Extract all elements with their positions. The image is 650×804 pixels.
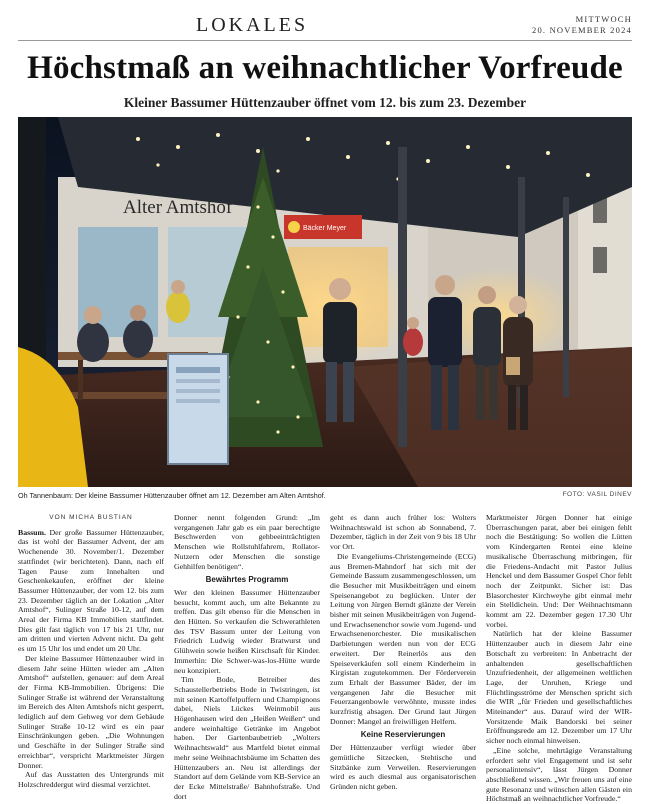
sign-alter-amtshof: Alter Amtshof (123, 197, 233, 218)
market-scene-illustration (18, 117, 632, 487)
paragraph: geht es dann auch früher los: Wolters Weihnachtswald ist schon ab Sonnabend, 7. Dezember, täglich in der Zeit von 9 bis 18 Uhr vor Ort. (330, 513, 476, 552)
section-title: LOKALES (196, 14, 309, 36)
paragraph: Die Evangeliums-Christengemeinde (ECG) aus Bremen-Mahndorf hat sich mit der Gemeinde Bassum zusammengeschlossen, um die Besucher mit Musikbeiträgen und einem Speisenangebot zu beglücken. Unter der Leitung von Jürgen Berndt glänzte der Verein bisher mit seinen Musikbeiträgen von Jugend- und Erwachsenenchor sowie vom Jugend- und Erwachsenenorchester. Die musikalischen Darbietungen werden nun von der ECG erweitert. Der Reinerlös aus den Speiseverkäufen soll einem Kinderheim in Kirgistan zugutekommen. Der Förderverein zum Erhalt der Bassumer Bäder, der im vergangenen Jahr die Besucher mit Feuerzangenbowle verwöhnte, musste indes kurzfristig absagen. Der Grund laut Jürgen Donner: Mangel an freiwilligen Helfern. (330, 551, 476, 726)
subheadline: Kleiner Bassumer Hüttenzauber öffnet vom 12. bis zum 23. Dezember (123, 95, 527, 110)
column-2 (174, 513, 320, 801)
dateline: Bassum. (18, 527, 46, 537)
bakery-sign-label: Bäcker Meyer (303, 225, 347, 232)
article-photo (18, 117, 632, 487)
issue-date (532, 14, 632, 36)
paragraph: „Eine solche, mehrtägige Veranstaltung erfordert sehr viel Engagement und ist sehr personalintensiv“, lässt Jürgen Donner abschließend wissen. „Wir freuen uns auf eine gute Resonanz und wünschen allen Gästen ein Höchstmaß an weihnachtlicher Vorfreude.“ (486, 745, 632, 804)
paragraph: Donner nennt folgenden Grund: „Im vergangenen Jahr gab es ein paar berechtigte Beschwerden von gehbeeinträchtigten Menschen wie Rollstuhlfahrern, Rollator-Nutzern oder Menschen die sonstige Gehhilfen benötigen“. (174, 513, 320, 571)
paragraph: Natürlich hat der kleine Bassumer Hüttenzauber auch in diesem Jahr eine Botschaft zu verbreiten: In Anbetracht der anhaltenden gesellschaftlichen Unzufriedenheit, der allgemeinen weltlichen Lage, der Unruhen, Kriege und Flüchtlingsströme der Menschen spricht sich die WIR „für Frieden und gesellschaftliches Miteinander“ aus. Darauf wird der WIR-Vorsitzende Maik Bandorski bei seiner Eröffnungsrede am 12. Dezember um 17 Uhr sicher noch einmal hinweisen. (486, 629, 632, 746)
paragraph-text: Der große Bassumer Hüttenzauber, das ist wohl der Bassumer Advent, der am Wochenende 30. November/1. Dezember stattfindet (wir berichteten). Dann, nach elf Tagen Pause zum Innehalten und Geschenkekaufen, eröffnet der kleine Bassumer Hüttenzauber, der vom 12. bis zum 23. Dezember täglich an der Lokation „Alter Amtshof“, Sulinger Straße 10-12, auf dem Areal der Firma KB Immobilien stattfindet. Dies gilt fast täglich von 17 bis 21 Uhr, nur am dritten und vierten Advent nicht. Da geht es um 15 Uhr los und endet um 20 Uhr. (18, 527, 165, 654)
subheading: Keine Reservierungen (360, 730, 446, 740)
paragraph: Der kleine Bassumer Hüttenzauber wird in diesem Jahr seine Hütten wieder am „Alten Amtshof“ aufstellen, genauer: auf dem Areal der Firma KB-Immobilien. Übrigens: Die Sulinger Straße ist während der Veranstaltung im Bereich des Alten Amtshofs nicht gesperrt, lediglich auf dem Gehweg vor dem Gebäude Sulinger Straße 10-12 wird es ein paar Einschränkungen geben. „Die Wohnungen und Geschäfte in der Sulinger Straße sind erreichbar“, verspricht Marktmeister Jürgen Donner. (18, 653, 164, 770)
page-header (18, 8, 632, 41)
issue-weekday: MITTWOCH (575, 14, 632, 24)
photo-credit: FOTO: VASIL DINEV (562, 491, 632, 498)
issue-day: 20. NOVEMBER 2024 (532, 25, 632, 35)
paragraph: Der Hüttenzauber verfügt wieder über gemütliche Sitzecken, Stehtische und Sitzbänke zum Verweilen. Reservierungen wird es auch diesmal aus organisatorischen Gründen nicht geben. (330, 743, 476, 791)
headline: Höchstmaß an weihnachtlicher Vorfreude (27, 50, 623, 86)
paragraph: Marktmeister Jürgen Donner hat einige Überraschungen parat, aber bei einigen fehlt noch die Bestätigung: So wollen die Lütten vom Kindergarten Rentei eine kleine musikalische Überraschung mitbringen, für die Friedens-Andacht mit Pastor Julius Henckel und dem Bassumer Gospel Chor fehlt noch der Zeitpunkt. Sicher ist: Das Blasorchester Kirchweyhe gibt einmal mehr ein Stelldichein. Und: Der Weihnachtsmann kommt am 22. Dezember gegen 17.30 Uhr vorbei. (486, 513, 632, 629)
photo-caption: Oh Tannenbaum: Der kleine Bassumer Hüttenzauber öffnet am 12. Dezember am Alten Amtshof. (18, 491, 326, 500)
column-1 (18, 513, 164, 788)
paragraph: Tim Bode, Betreiber des Schaustellerbetriebs Bode in Twistringen, ist mit seinen Kartoffelpuffern und Champignons dabei, Niels Lückes Weinmobil aus Högenhausen wird den „Heißen Weißen“ und andere weinhaltige Getränke im Angebot haben. Der Gartenbaubetrieb „Wolters Weihnachtswald“ aus Martfeld bietet einmal mehr seine Weihnachtsbäume im Schatten des Hüttenzaubers an. Neu ist allerdings der Standort auf dem Gelände vom KB-Service an der Ecke Mittelstraße/ Bahnhofstraße. Und dort (174, 675, 320, 801)
subheading: Bewährtes Programm (205, 575, 289, 585)
byline: VON MICHA BUSTIAN (49, 514, 133, 521)
photo-caption-row (18, 491, 632, 503)
paragraph (18, 528, 164, 654)
article-body (18, 513, 632, 804)
paragraph: Wer den kleinen Bassumer Hüttenzauber besucht, kommt auch, um alte Bekannte zu treffen. Das gilt ebenso für die Menschen in den Hütten. So verkaufen die Schwerathleten des TSV Bassum unter der Leitung von Friedrich Ludwig wieder Bratwurst und Glühwein sowie heißen Kirschsaft für Kinder. Immerhin: Die Schwer-was-los-Hütte wurde neu konzipiert. (174, 587, 320, 675)
paragraph: Auf das Ausstatten des Untergrunds mit Holzschreddergut wird diesmal verzichtet. (18, 770, 164, 789)
column-4 (486, 513, 632, 804)
column-3 (330, 513, 476, 791)
